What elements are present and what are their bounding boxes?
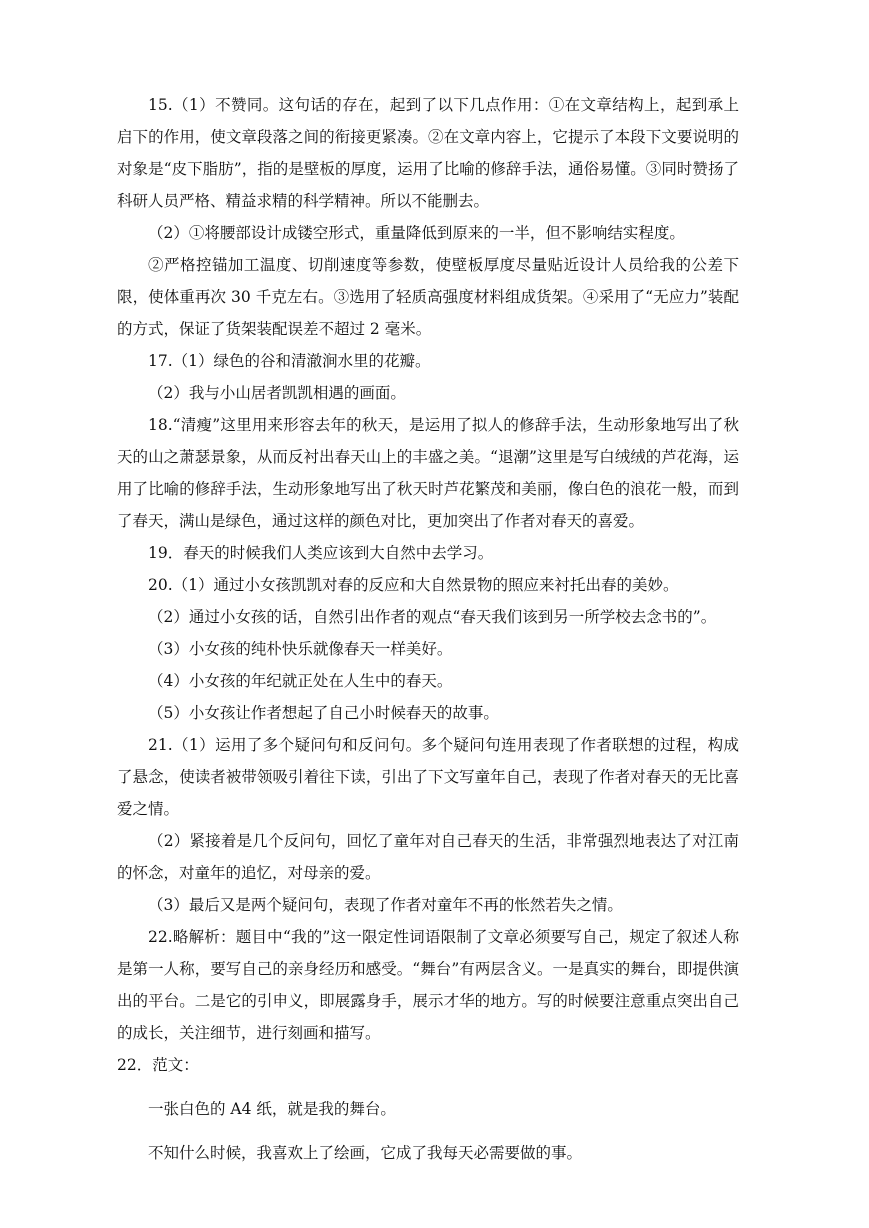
answer-20-4: （4）小女孩的年纪就正处在人生中的春天。 <box>148 672 453 690</box>
answer-21-2: （2）紧接着是几个反问句，回忆了童年对自己春天的生活，非常强烈地表达了对江南的怀念，对童年的追忆，对母亲的爱。 <box>117 832 739 882</box>
document-body <box>117 89 739 1169</box>
essay-paragraph-1: 一张白色的 A4 纸，就是我的舞台。 <box>148 1100 396 1118</box>
answer-19: 19．春天的时候我们人类应该到大自然中去学习。 <box>148 544 494 562</box>
answer-15-2-continued: ②严格控锚加工温度、切削速度等参数，使壁板厚度尽量贴近设计人员给我的公差下限，使体重再次 30 千克左右。③选用了轻质高强度材料组成货架。④采用了“无应力”装配的方式，保证了货架装配误差不超过 2 毫米。 <box>117 256 739 338</box>
answer-15-2: （2）①将腰部设计成镂空形式，重量降低到原来的一半，但不影响结实程度。 <box>148 224 685 242</box>
answer-21-3: （3）最后又是两个疑问句，表现了作者对童年不再的怅然若失之情。 <box>148 896 623 914</box>
essay-paragraph-2: 不知什么时候，我喜欢上了绘画，它成了我每天必需要做的事。 <box>148 1144 583 1162</box>
answer-17-1: 17.（1）绿色的谷和清澈涧水里的花瓣。 <box>148 352 431 370</box>
answer-20-1: 20.（1）通过小女孩凯凯对春的反应和大自然景物的照应来衬托出春的美妙。 <box>148 576 679 594</box>
answer-20-5: （5）小女孩让作者想起了自己小时候春天的故事。 <box>148 704 499 722</box>
answer-18: 18.“清瘦”这里用来形容去年的秋天，是运用了拟人的修辞手法，生动形象地写出了秋天的山之萧瑟景象，从而反衬出春天山上的丰盛之美。“退潮”这里是写白绒绒的芦花海，运用了比喻的修辞手法，生动形象地写出了秋天时芦花繁茂和美丽，像白色的浪花一般，而到了春天，满山是绿色，通过这样的颜色对比，更加突出了作者对春天的喜爱。 <box>117 416 739 530</box>
answer-20-2: （2）通过小女孩的话，自然引出作者的观点“春天我们该到另一所学校去念书的”。 <box>148 608 717 626</box>
answer-15-1: 15.（1）不赞同。这句话的存在，起到了以下几点作用：①在文章结构上，起到承上启下的作用，使文章段落之间的衔接更紧凑。②在文章内容上，它提示了本段下文要说明的对象是“皮下脂肪”，指的是壁板的厚度，运用了比喻的修辞手法，通俗易懂。③同时赞扬了科研人员严格、精益求精的科学精神。所以不能删去。 <box>117 96 739 210</box>
sample-essay-heading: 22．范文： <box>117 1056 199 1074</box>
answer-20-3: （3）小女孩的纯朴快乐就像春天一样美好。 <box>148 640 453 658</box>
answer-17-2: （2）我与小山居者凯凯相遇的画面。 <box>148 384 406 402</box>
answer-21-1: 21.（1）运用了多个疑问句和反问句。多个疑问句连用表现了作者联想的过程，构成了悬念，使读者被带领吸引着往下读，引出了下文写童年自己，表现了作者对春天的无比喜爱之情。 <box>117 736 739 818</box>
answer-22-analysis: 22.略解析：题目中“我的”这一限定性词语限制了文章必须要写自己，规定了叙述人称是第一人称，要写自己的亲身经历和感受。“舞台”有两层含义。一是真实的舞台，即提供演出的平台。二是它的引申义，即展露身手，展示才华的地方。写的时候要注意重点突出自己的成长，关注细节，进行刻画和描写。 <box>117 928 739 1042</box>
